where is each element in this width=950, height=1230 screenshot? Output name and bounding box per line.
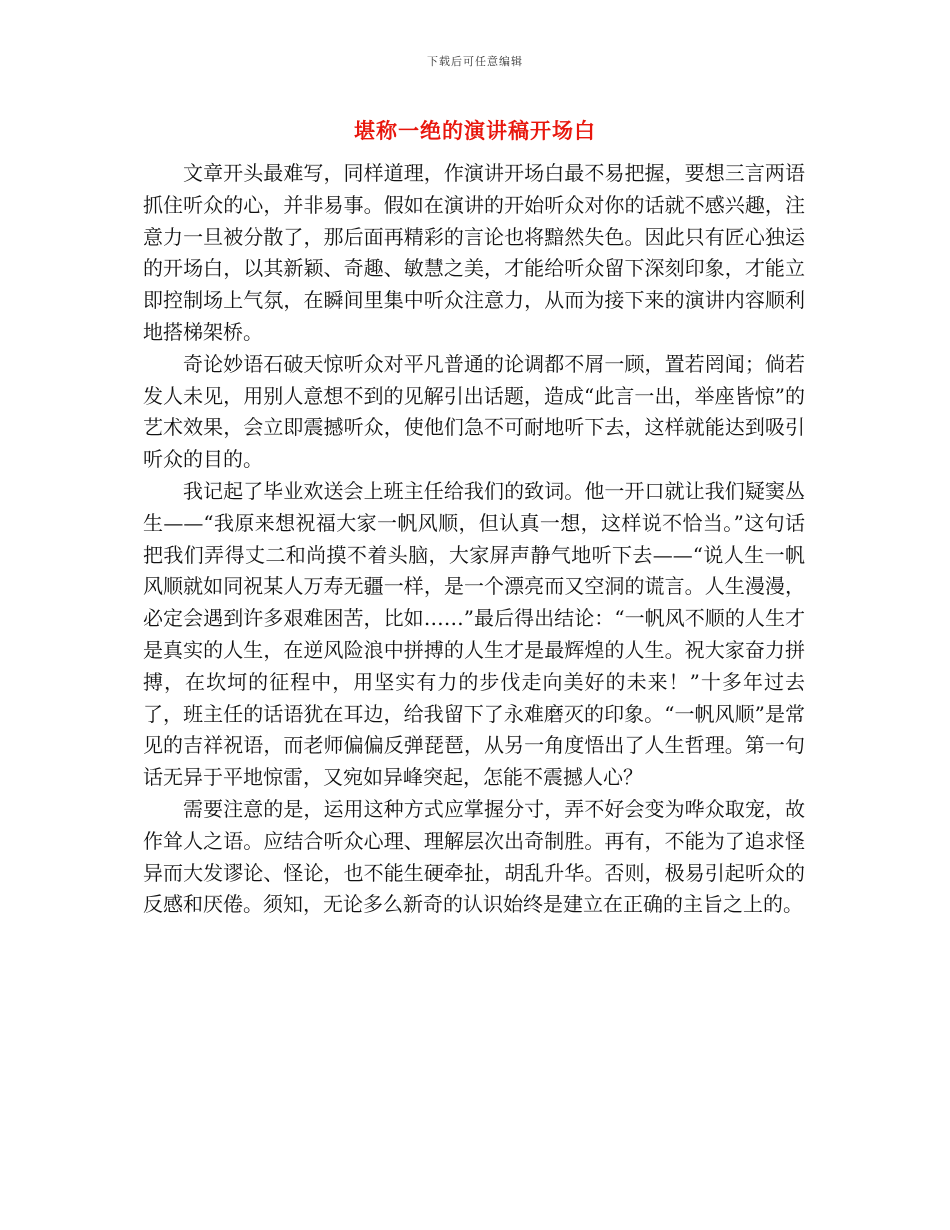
paragraph-1: 文章开头最难写，同样道理，作演讲开场白最不易把握，要想三言两语抓住听众的心，并非易事。假如在演讲的开始听众对你的话就不感兴趣，注意力一旦被分散了，那后面再精彩的言论也将黯然失色。因此只有匠心独运的开场白，以其新颖、奇趣、敏慧之美，才能给听众留下深刻印象，才能立即控制场上气氛，在瞬间里集中听众注意力，从而为接下来的演讲内容顺利地搭梯架桥。 — [143, 161, 805, 344]
document-title: 堪称一绝的演讲稿开场白 — [354, 118, 596, 143]
document-body — [143, 158, 805, 921]
paragraph-4: 需要注意的是，运用这种方式应掌握分寸，弄不好会变为哗众取宠，故作耸人之语。应结合听众心理、理解层次出奇制胜。再有，不能为了追求怪异而大发谬论、怪论，也不能生硬牵扯，胡乱升华。否则，极易引起听众的反感和厌倦。须知，无论多么新奇的认识始终是建立在正确的主旨之上的。 — [143, 796, 805, 917]
paragraph-2: 奇论妙语石破天惊听众对平凡普通的论调都不屑一顾，置若罔闻；倘若发人未见，用别人意想不到的见解引出话题，造成“此言一出，举座皆惊”的艺术效果，会立即震撼听众，使他们急不可耐地听下去，这样就能达到吸引听众的目的。 — [143, 351, 805, 472]
paragraph-3: 我记起了毕业欢送会上班主任给我们的致词。他一开口就让我们疑窦丛生——“我原来想祝福大家一帆风顺，但认真一想，这样说不恰当。”这句话把我们弄得丈二和尚摸不着头脑，大家屏声静气地听下去——“说人生一帆风顺就如同祝某人万寿无疆一样，是一个漂亮而又空洞的谎言。人生漫漫，必定会遇到许多艰难困苦，比如……”最后得出结论：“一帆风不顺的人生才是真实的人生，在逆风险浪中拼搏的人生才是最辉煌的人生。祝大家奋力拼搏，在坎坷的征程中，用坚实有力的步伐走向美好的未来！”十多年过去了，班主任的话语犹在耳边，给我留下了永难磨灭的印象。“一帆风顺”是常见的吉祥祝语，而老师偏偏反弹琵琶，从另一角度悟出了人生哲理。第一句话无异于平地惊雷，又宛如异峰突起，怎能不震撼人心？ — [143, 478, 805, 790]
header-note: 下载后可任意编辑 — [427, 55, 523, 68]
